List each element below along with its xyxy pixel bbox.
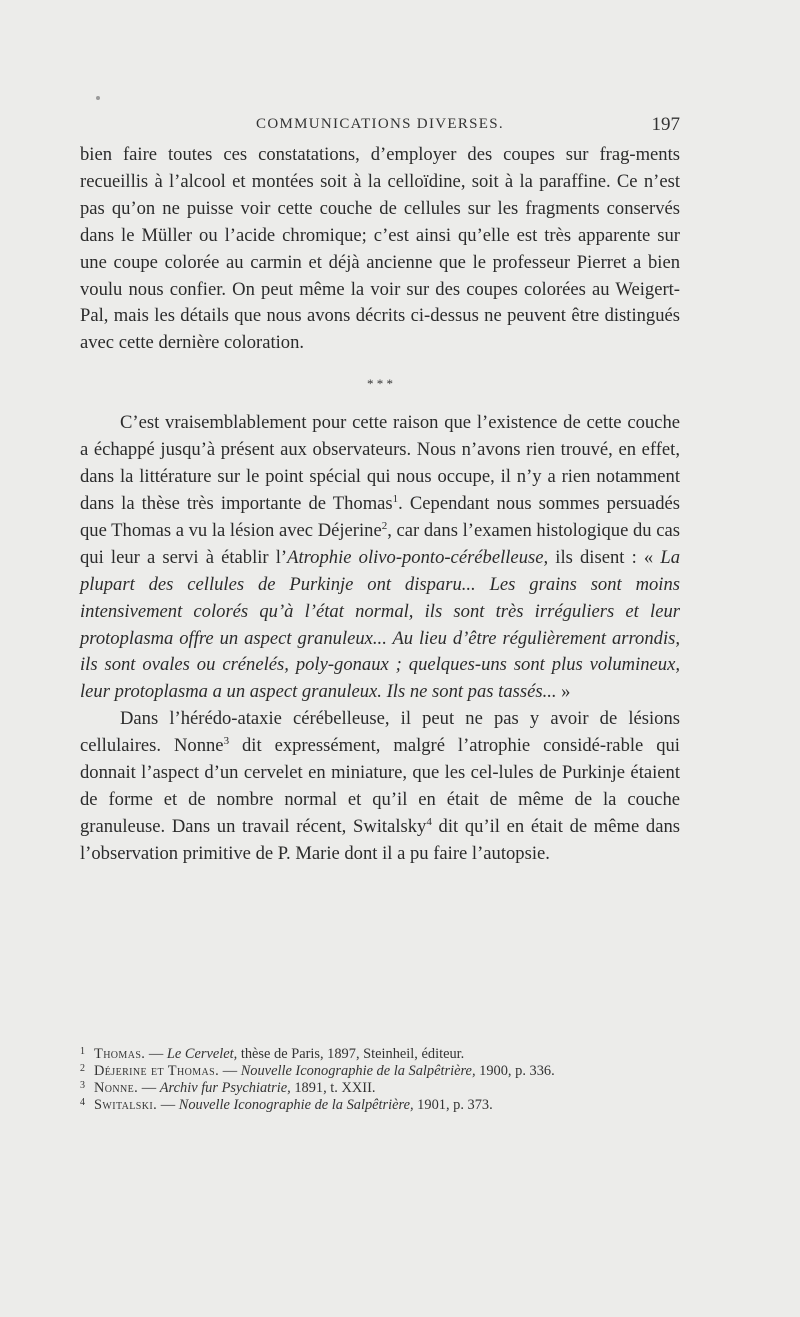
footnote-work: Nouvelle Iconographie de la Salpêtrière, xyxy=(178,1097,414,1113)
paragraph-3 xyxy=(80,706,680,867)
paragraph-2-text-d: ils disent : « xyxy=(548,546,661,568)
footnote-details: 1891, t. XXII. xyxy=(290,1080,376,1096)
footnote-details: 1900, p. 336. xyxy=(475,1063,555,1079)
footnote-author: Nonne. xyxy=(94,1080,139,1096)
paragraph-2-text-e: » xyxy=(556,681,571,703)
footnote-details: 1901, p. 373. xyxy=(413,1097,493,1113)
footnote-3: 3 Nonne. — Archiv fur Psychiatrie, 1891, t. XXII. xyxy=(80,1080,376,1096)
footnote-author: Switalski. xyxy=(94,1097,158,1113)
section-asterism: * * * xyxy=(367,376,393,392)
footnote-separator: — xyxy=(219,1063,241,1079)
footnote-separator: — xyxy=(145,1046,167,1062)
paragraph-1: bien faire toutes ces constatations, d’employer des coupes sur frag-ments recueillis à l’alcool et montées soit à la celloïdine, soit à la paraffine. Ce n’est pas qu’on ne puisse voir cette couche de cellules sur les fragments conservés dans le Müller ou l’acide chromique; c’est ainsi qu’elle est très apparente sur une coupe colorée au carmin et déjà ancienne que le professeur Pierret a bien voulu nous confier. On peut même la voir sur des coupes colorées au Weigert-Pal, mais les détails que nous avons décrits ci-dessus ne peuvent être distingués avec cette dernière coloration. xyxy=(80,144,680,354)
paragraph-2-text-c: , car dans l’examen histologique du cas qui leur a servi à établir l’ xyxy=(80,519,680,568)
paragraph-3-text-a: Dans l’hérédo-ataxie cérébelleuse, il peut ne pas y avoir de lésions cellulaires. Nonne xyxy=(80,708,680,757)
footnote-ref-2: 2 xyxy=(381,519,388,532)
cited-title: Atrophie olivo-ponto-cérébelleuse, xyxy=(287,546,549,568)
paragraph-2-text-b: . Cependant nous sommes persuadés que Thomas a vu la lésion avec Déjerine xyxy=(80,492,680,541)
footnote-author: Thomas. xyxy=(94,1046,146,1062)
footnote-work: Archiv fur Psychiatrie, xyxy=(159,1080,291,1096)
page-header xyxy=(80,116,680,140)
paragraph-3-text-c: dit qu’il en était de même dans l’observation primitive de P. Marie dont il a pu faire l’autopsie. xyxy=(80,815,681,864)
footnote-separator: — xyxy=(157,1097,179,1113)
ink-speck xyxy=(96,96,100,100)
footnote-ref-4: 4 xyxy=(426,815,432,828)
footnote-1: 1 Thomas. — Le Cervelet, thèse de Paris, 1897, Steinheil, éditeur. xyxy=(80,1046,465,1062)
paragraph-2 xyxy=(80,410,680,706)
footnote-2: 2 Déjerine et Thomas. — Nouvelle Iconographie de la Salpêtrière, 1900, p. 336. xyxy=(80,1063,555,1079)
footnote-details: thèse de Paris, 1897, Steinheil, éditeur. xyxy=(237,1046,465,1062)
footnote-ref-3: 3 xyxy=(223,735,230,748)
footnote-author: Déjerine et Thomas. xyxy=(94,1063,220,1079)
running-title: COMMUNICATIONS DIVERSES. xyxy=(256,116,504,132)
footnote-work: Le Cervelet, xyxy=(166,1046,238,1062)
footnote-work: Nouvelle Iconographie de la Salpêtrière, xyxy=(240,1063,476,1079)
footnote-4: 4 Switalski. — Nouvelle Iconographie de la Salpêtrière, 1901, p. 373. xyxy=(80,1097,493,1113)
paragraph-3-text-b: dit expressément, malgré l’atrophie considé-rable qui donnait l’aspect d’un cervelet en miniature, que les cel-lules de Purkinje étaient de forme et de nombre normal et qu’il en était de même de la couche granuleuse. Dans un travail récent, Switalsky xyxy=(80,735,680,837)
paragraph-2-text-a: C’est vraisemblablement pour cette raison que l’existence de cette couche a échappé jusqu’à présent aux observateurs. Nous n’avons rien trouvé, en effet, dans la littérature sur le point spécial qui nous occupe, il n’y a rien notamment dans la thèse très importante de Thomas xyxy=(80,412,680,514)
quotation: La plupart des cellules de Purkinje ont disparu... Les grains sont moins intensivement colorés qu’à l’état normal, ils sont très irréguliers et leur protoplasma offre un aspect granuleux... Au lieu d’être régulièrement arrondis, ils sont ovales ou crénelés, poly-gonaux ; quelques-uns sont plus volumineux, leur protoplasma a un aspect granuleux. Ils ne sont pas tassés... xyxy=(80,546,680,703)
body-text xyxy=(80,142,680,868)
footnote-separator: — xyxy=(138,1080,160,1096)
footnotes xyxy=(80,1046,680,1114)
footnote-ref-1: 1 xyxy=(392,492,399,505)
page-number: 197 xyxy=(651,114,680,135)
